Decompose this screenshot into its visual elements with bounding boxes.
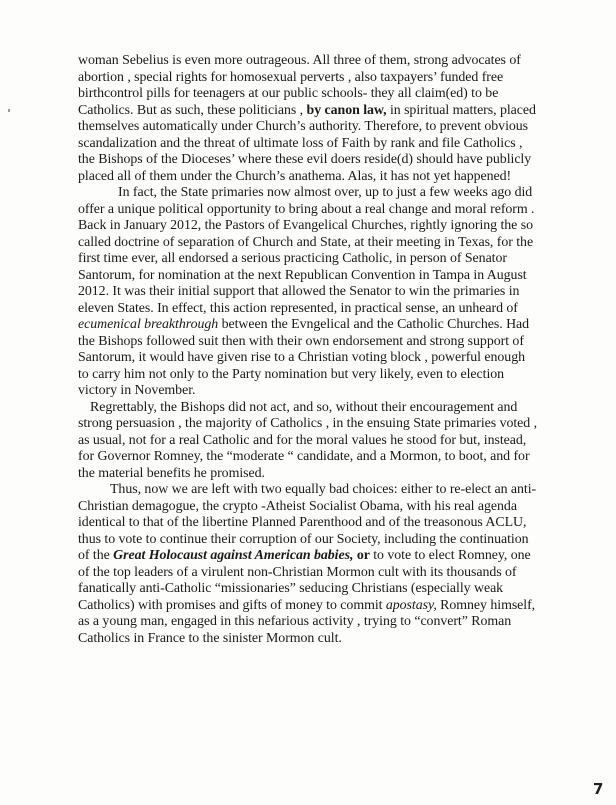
emphasis-against-american-babies: against American babies,	[210, 548, 354, 563]
emphasis-great-holocaust: Great Holocaust	[113, 548, 207, 563]
emphasis-ecumenical-breakthrough: ecumenical breakthrough	[78, 317, 219, 332]
page-number: 7	[593, 780, 604, 798]
emphasis-canon-law: by canon law,	[306, 102, 387, 118]
scan-speck	[8, 109, 10, 112]
emphasis-or: or	[356, 548, 370, 563]
paragraph-1: woman Sebelius is even more outrageous. All three of them, strong advocates of abortion , special rights for homosexual perverts , also taxpayers’ funded free birthcontrol pills for teenagers at our public schools- they all claim(ed) to be Catholics. But as such, these politicians , by canon law, in spiritual matters, placed themselves automatically under Church’s authority. Therefore, to prevent obvious scandalization and the threat of ultimate loss of Faith by rank and file Catholics , the Bishops of the Dioceses’ where these evil doers reside(d) should have publicly placed all of them under the Church’s anathema. Alas, it has not yet happened!	[78, 53, 536, 184]
body-text	[78, 53, 538, 647]
paragraph-3: Regrettably, the Bishops did not act, and so, without their encouragement and strong persuasion , the majority of Catholics , in the ensuing State primaries voted , as usual, not for a real Catholic and for the moral values he stood for but, instead, for Governor Romney, the “moderate “ candidate, and a Mormon, to boot, and for the material benefits he promised.	[78, 399, 538, 481]
emphasis-apostasy: apostasy,	[385, 597, 437, 613]
paragraph-4: Thus, now we are left with two equally bad choices: either to re-elect an anti-Christian demagogue, the crypto -Atheist Socialist Obama, with his real agenda identical to that of the libertine Planned Parenthood and of the treasonous ACLU, thus to vote to continue their corruption of our Society, including the continuation of the Great Holocaust against American babies, or to vote to elect Romney, one of the top leaders of a virulent non-Christian Mormon cult with its thousands of fanatically anti-Catholic “missionaries” seducing Christians (especially weak Catholics) with promises and gifts of money to commit apostasy, Romney himself, as a young man, engaged in this nefarious activity , trying to “convert” Roman Catholics in France to the sinister Mormon cult.	[78, 482, 537, 646]
paragraph-2: In fact, the State primaries now almost over, up to just a few weeks ago did offer a unique political opportunity to bring about a real change and moral reform . Back in January 2012, the Pastors of Evangelical Churches, rightly ignoring the so called doctrine of separation of Church and State, at their meeting in Texas, for the first time ever, all endorsed a serious practicing Catholic, in person of Senator Santorum, for nomination at the next Republican Convention in Tampa in August 2012. It was their initial support that allowed the Senator to win the primaries in eleven States. In effect, this action represented, in practical sense, an unheard of ecumenical breakthrough between the Evngelical and the Catholic Churches. Had the Bishops followed suit then with their own endorsement and strong support of Santorum, it would have given rise to a Christian voting block , powerful enough to carry him not only to the Party nomination but very likely, even to election victory in November.	[78, 185, 535, 398]
